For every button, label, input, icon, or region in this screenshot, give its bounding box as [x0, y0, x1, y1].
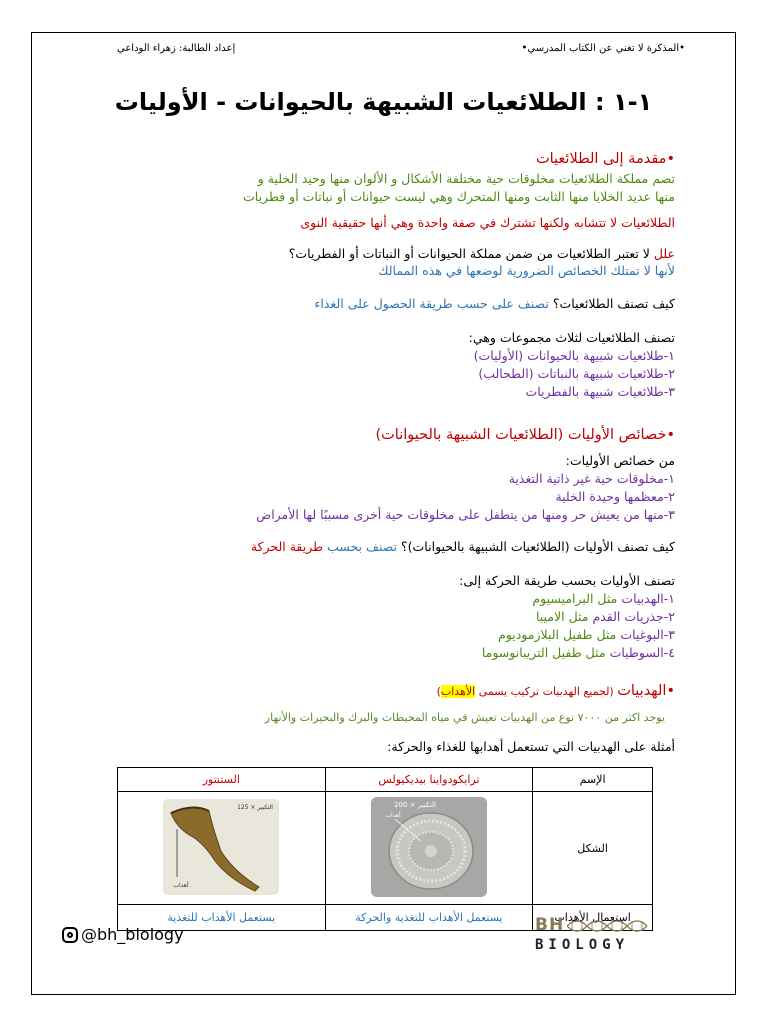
- logo-bh-text: BH: [535, 915, 565, 935]
- table-row-header: الشكل: [533, 792, 653, 905]
- movement-item-name: ٤-السوطيات: [609, 645, 675, 660]
- groups-item: ٣-طلائعيات شبيهة بالفطريات: [525, 384, 675, 399]
- ciliates-table: [117, 767, 653, 931]
- traits-item: ٢-معظمها وحيدة الخلية: [555, 489, 675, 504]
- stentor-cilia-label: أهداب: [173, 881, 189, 889]
- classify-question: كيف تصنف الطلائعيات؟: [552, 296, 675, 311]
- bh-biology-logo: [535, 915, 629, 953]
- why-prefix: علل: [653, 246, 675, 261]
- header-prepared-by: إعداد الطالبة: زهراء الوداعي: [117, 43, 236, 54]
- table-row: [118, 768, 653, 792]
- why-answer: لأنها لا تمتلك الخصائص الضرورية لوضعها في هذه الممالك: [378, 263, 675, 278]
- instagram-handle: [62, 925, 184, 944]
- movement-item-name: ١-الهدبيات: [621, 591, 675, 606]
- table-row-header: الإسم: [533, 768, 653, 792]
- cilia-heading: •الهدبيات: [617, 683, 675, 699]
- cilia-paren-close: ): [436, 685, 441, 698]
- why-text: لا تعتبر الطلائعيات من ضمن مملكة الحيوانات أو النباتات أو الفطريات؟: [288, 246, 650, 261]
- intro-line-2: منها عديد الخلايا منها الثابت ومنها المتحرك وهي ليست حيوانات أو نباتات أو فطريات: [243, 189, 675, 204]
- traits-heading: •خصائص الأوليات (الطلائعيات الشبيهة بالحيوانات): [375, 427, 675, 443]
- why-question: [82, 245, 675, 263]
- trichodina-cilia-label: أهداب: [385, 811, 401, 819]
- groups-item: ٢-طلائعيات شبيهة بالنباتات (الطحالب): [478, 366, 675, 381]
- instagram-icon: [62, 927, 78, 943]
- movement-item-example: مثل طفيل التريبانوسوما: [481, 645, 610, 660]
- movement-item: [82, 644, 675, 662]
- groups-item: ١-طلائعيات شبيهة بالحيوانات (الأوليات): [473, 348, 675, 363]
- header-note: •المذكرة لا تغني عن الكتاب المدرسي•: [521, 43, 685, 54]
- movement-item-example: مثل البراميسيوم: [532, 591, 622, 606]
- traits-item: ٣-منها من يعيش حر ومنها من يتطفل على مخلوقات حية أخرى مسببًا لها الأمراض: [256, 507, 675, 522]
- table-cell: [325, 792, 533, 905]
- movement-item: [82, 590, 675, 608]
- movement-item-example: مثل طفيل البلازموديوم: [498, 627, 621, 642]
- table-cell: يستعمل الأهداب للتغذية: [118, 905, 326, 931]
- classify-line: [82, 295, 675, 313]
- movement-question-line: [82, 538, 675, 556]
- cilia-paren-open: (لجميع الهدبيات تركيب يسمى: [475, 685, 618, 698]
- stentor-magnification: التكبير × 125: [237, 803, 274, 811]
- trichodina-magnification: التكبير × 200: [394, 800, 436, 809]
- traits-item: ١-مخلوقات حية غير ذاتية التغذية: [508, 471, 675, 486]
- classify-answer: تصنف على حسب طريقة الحصول على الغذاء: [314, 296, 549, 311]
- table-row: [118, 792, 653, 905]
- logo-top: [535, 915, 629, 937]
- movement-answer-key: طريقة الحركة: [250, 539, 324, 554]
- page-title: ١-١ : الطلائعيات الشبيهة بالحيوانات - الأوليات: [114, 88, 653, 116]
- cilia-examples-lead: أمثلة على الهدبيات التي تستعمل أهدابها للغذاء والحركة:: [387, 739, 675, 754]
- cilia-fact: يوجد اكثر من ٧٠٠٠ نوع من الهدبيات تعيش في مياه المحيطات والبرك والبحيرات والأنهار: [264, 711, 665, 724]
- table-cell: يستعمل الأهداب للتغذية والحركة: [325, 905, 533, 931]
- page-border: [31, 32, 736, 995]
- groups-lead: تصنف الطلائعيات لثلاث مجموعات وهي:: [468, 330, 675, 345]
- table-cell: ترايكودواينا بيديكيولس: [325, 768, 533, 792]
- intro-heading: •مقدمة إلى الطلائعيات: [535, 151, 675, 167]
- movement-lead: تصنف الأوليات بحسب طريقة الحركة إلى:: [459, 573, 675, 588]
- movement-question: كيف تصنف الأوليات (الطلائعيات الشبيهة بالحيوانات)؟: [401, 539, 675, 554]
- cilia-heading-line: [82, 682, 675, 701]
- dna-helix-icon: [567, 916, 651, 936]
- table-row-header: استعمال الأهداب: [533, 905, 653, 931]
- stentor-image: [163, 799, 279, 895]
- movement-item: [82, 608, 675, 626]
- intro-note: الطلائعيات لا تتشابه ولكنها تشترك في صفة واحدة وهي أنها حقيقية النوى: [300, 215, 675, 230]
- trichodina-image: [371, 797, 487, 897]
- movement-item: [82, 626, 675, 644]
- movement-item-name: ٢-جذريات القدم: [592, 609, 675, 624]
- movement-answer-prefix: تصنف بحسب: [327, 539, 398, 554]
- table-cell: الستنتور: [118, 768, 326, 792]
- intro-line-1: تضم مملكة الطلائعيات مخلوقات حية مختلفة الأشكال و الألوان منها وحيد الخلية و: [257, 171, 675, 186]
- traits-lead: من خصائص الأوليات:: [565, 453, 675, 468]
- table-cell: [118, 792, 326, 905]
- cilia-highlight: الأهداب: [440, 685, 476, 698]
- movement-item-name: ٣-البوغيات: [620, 627, 675, 642]
- movement-item-example: مثل الاميبا: [535, 609, 593, 624]
- instagram-text: @bh_biology: [81, 925, 184, 944]
- logo-biology-text: BIOLOGY: [535, 937, 630, 953]
